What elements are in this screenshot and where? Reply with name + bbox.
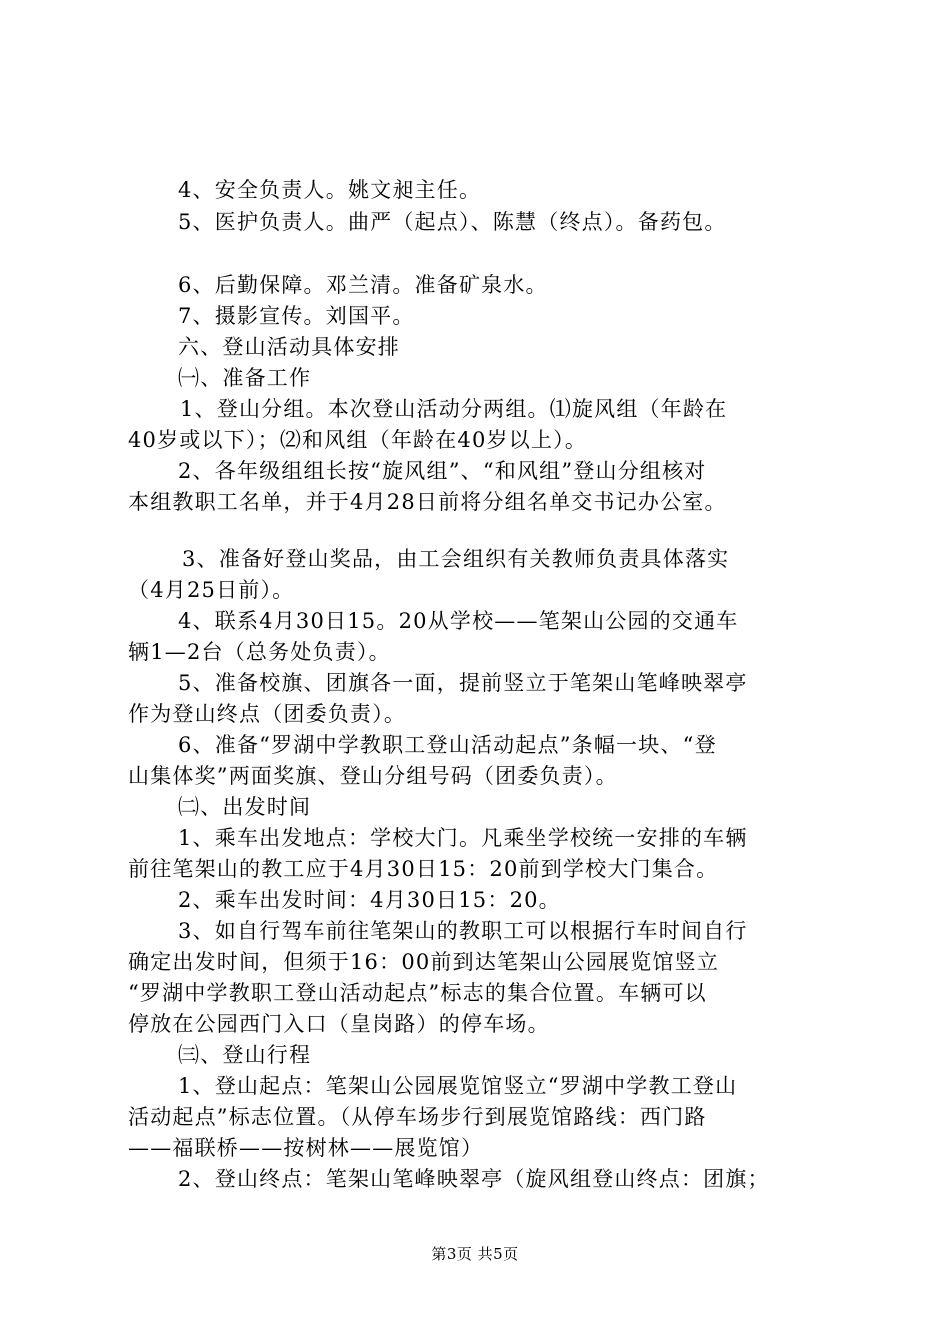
paragraph-line: 1、登山分组。本次登山活动分两组。⑴旋风组（年龄在 (180, 397, 728, 421)
paragraph-line: 7、摄影宣传。刘国平。 (178, 304, 415, 328)
page-footer-page-number: 第3页 共5页 (431, 1245, 519, 1263)
paragraph-line: 活动起点”标志位置。（从停车场步行到展览馆路线：西门路 (128, 1105, 707, 1129)
paragraph-line: 山集体奖”两面奖旗、登山分组号码（团委负责）。 (128, 764, 618, 788)
paragraph-line: ——福联桥——按树林——展览馆） (128, 1136, 484, 1160)
paragraph-line: 1、登山起点：笔架山公园展览馆竖立“罗湖中学教工登山 (178, 1074, 738, 1098)
subsection-heading: ㈠、准备工作 (178, 366, 312, 390)
paragraph-line: 3、如自行驾车前往笔架山的教职工可以根据行车时间自行 (178, 919, 748, 943)
paragraph-line: 作为登山终点（团委负责）。 (128, 702, 407, 726)
paragraph-line: 确定出发时间，但须于16：00前到达笔架山公园展览馆竖立 (128, 950, 720, 974)
paragraph-line: （4月25日前）。 (128, 578, 295, 602)
paragraph-line: 1、乘车出发地点：学校大门。凡乘坐学校统一安排的车辆 (178, 826, 748, 850)
paragraph-line: 前往笔架山的教工应于4月30日15：20前到学校大门集合。 (128, 857, 719, 881)
paragraph-line: 4、联系4月30日15。20从学校——笔架山公园的交通车 (178, 609, 739, 633)
paragraph-line: 6、准备“罗湖中学教职工登山活动起点”条幅一块、“登 (178, 733, 717, 757)
paragraph-line: 辆1—2台（总务处负责）。 (128, 640, 391, 664)
subsection-heading: ㈢、登山行程 (178, 1043, 312, 1067)
paragraph-line: 6、后勤保障。邓兰清。准备矿泉水。 (178, 273, 548, 297)
paragraph-line: 4、安全负责人。姚文昶主任。 (178, 178, 482, 202)
paragraph-line: 2、登山终点：笔架山笔峰映翠亭（旋风组登山终点：团旗； (178, 1167, 770, 1191)
paragraph-line: 40岁或以下）；⑵和风组（年龄在40岁以上）。 (128, 428, 588, 452)
paragraph-line: 5、医护负责人。曲严（起点）、陈慧（终点）。备药包。 (178, 210, 727, 234)
paragraph-line: 5、准备校旗、团旗各一面，提前竖立于笔架山笔峰映翠亭 (178, 671, 748, 695)
paragraph-line: 2、乘车出发时间：4月30日15：20。 (178, 888, 561, 912)
paragraph-line: 3、准备好登山奖品，由工会组织有关教师负责具体落实 (182, 547, 730, 571)
section-heading: 六、登山活动具体安排 (178, 335, 400, 359)
paragraph-line: 本组教职工名单，并于4月28日前将分组名单交书记办公室。 (128, 490, 727, 514)
paragraph-line: 停放在公园西门入口（皇岗路）的停车场。 (128, 1012, 550, 1036)
paragraph-line: “罗湖中学教职工登山活动起点”标志的集合位置。车辆可以 (128, 981, 707, 1005)
paragraph-line: 2、各年级组组长按“旋风组”、“和风组”登山分组核对 (178, 459, 707, 483)
subsection-heading: ㈡、出发时间 (178, 795, 312, 819)
